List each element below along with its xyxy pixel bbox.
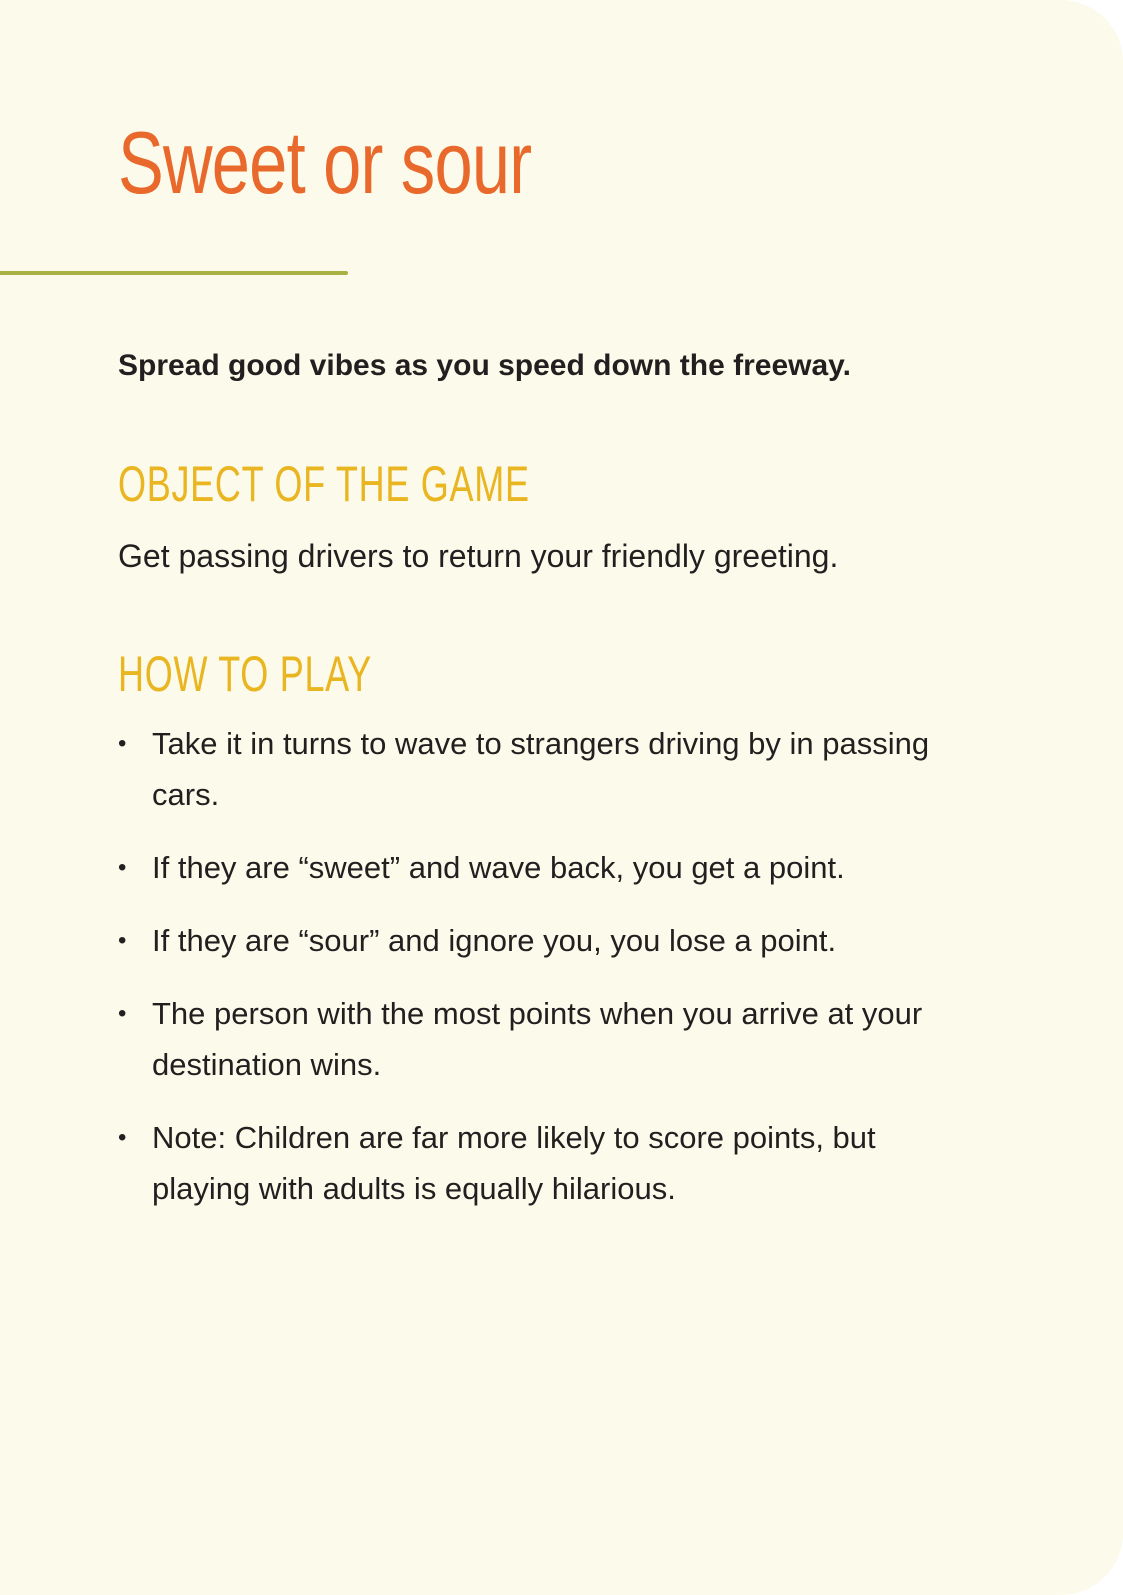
card-tagline: Spread good vibes as you speed down the freeway. [118, 349, 851, 382]
objective-text: Get passing drivers to return your friendly greeting. [118, 538, 839, 574]
bullet-icon: • [118, 854, 127, 881]
how-to-play-heading: HOW TO PLAY [118, 646, 372, 702]
rule-text: Take it in turns to wave to strangers driving by in passing cars. [152, 726, 930, 812]
bullet-icon: • [118, 1124, 127, 1151]
rule-text: If they are “sour” and ignore you, you lose a point. [152, 923, 837, 958]
rule-item [118, 915, 938, 966]
rule-item [118, 718, 938, 820]
rule-text: Note: Children are far more likely to score points, but playing with adults is equally hilarious. [152, 1120, 876, 1206]
rule-item [118, 842, 938, 893]
rule-item [118, 988, 938, 1090]
rules-list [118, 718, 938, 1236]
bullet-icon: • [118, 927, 127, 954]
bullet-icon: • [118, 730, 127, 757]
bullet-icon: • [118, 1000, 127, 1027]
rule-item [118, 1112, 938, 1214]
rule-text: The person with the most points when you arrive at your destination wins. [152, 996, 923, 1082]
rule-text: If they are “sweet” and wave back, you get a point. [152, 850, 845, 885]
title-divider [0, 271, 348, 275]
object-heading: OBJECT OF THE GAME [118, 456, 530, 512]
card-title: Sweet or sour [118, 113, 532, 212]
